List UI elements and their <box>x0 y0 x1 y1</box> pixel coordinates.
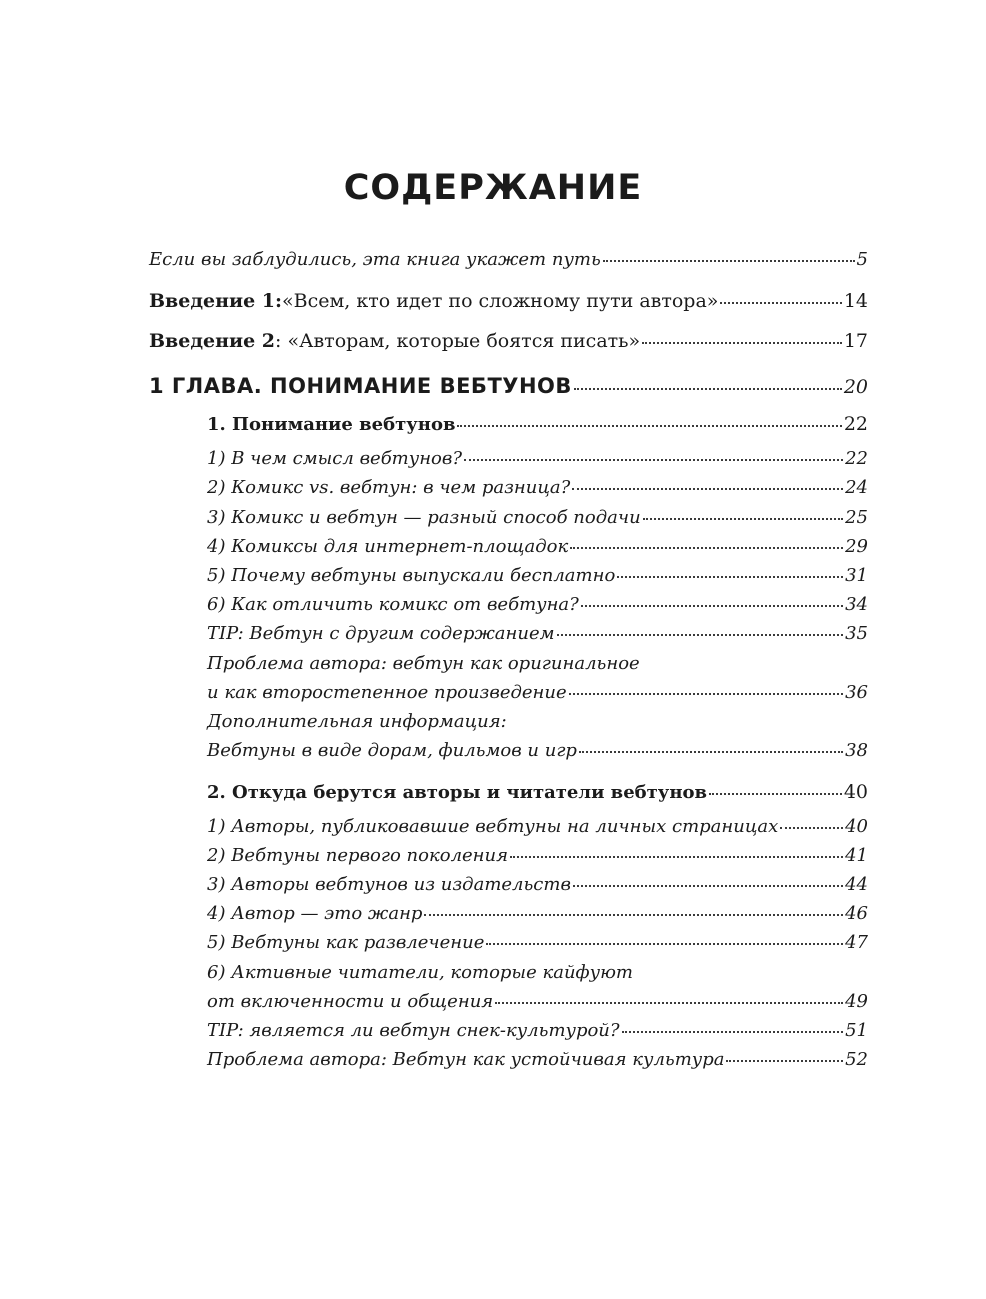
page-number: 22 <box>843 413 868 435</box>
toc-entry-label: 3) Комикс и вебтун — разный способ подачи <box>207 507 641 528</box>
page-number: 36 <box>845 682 868 703</box>
page-number: 20 <box>843 376 868 398</box>
toc-entry[interactable] <box>207 1020 868 1041</box>
toc-entry-label: «Всем, кто идет по сложному пути автора» <box>282 290 719 312</box>
dot-leader <box>457 425 841 427</box>
page-number: 34 <box>845 594 868 615</box>
toc-entry-label: Вебтуны в виде дорам, фильмов и игр <box>207 740 577 761</box>
toc-entry[interactable] <box>207 536 868 557</box>
toc-entry-label: 4) Автор — это жанр <box>207 903 423 924</box>
page-number: 29 <box>845 536 868 557</box>
toc-entry-label: : «Авторам, которые боятся писать» <box>275 330 641 352</box>
toc-entry[interactable] <box>207 740 868 761</box>
toc-entry-label: 5) Почему вебтуны выпускали бесплатно <box>207 565 616 586</box>
section-title: 2. Откуда берутся авторы и читатели вебтунов <box>207 782 708 803</box>
toc-entry-label: 3) Авторы вебтунов из издательств <box>207 874 571 895</box>
toc-entry-intro-1[interactable] <box>149 290 868 312</box>
toc-entry[interactable] <box>207 477 868 498</box>
dot-leader <box>617 576 843 578</box>
page-number: 44 <box>845 874 868 895</box>
dot-leader <box>424 914 843 916</box>
dot-leader <box>603 260 855 262</box>
toc-entry-label-bold: Введение 1: <box>149 290 283 312</box>
page-number: 38 <box>845 740 868 761</box>
toc-entry[interactable] <box>207 991 868 1012</box>
toc-entry[interactable] <box>207 845 868 866</box>
toc-entry[interactable] <box>207 507 868 528</box>
toc-entry[interactable] <box>207 1049 868 1070</box>
chapter-title: 1 ГЛАВА. ПОНИМАНИЕ ВЕБТУНОВ <box>149 374 572 398</box>
page-number: 40 <box>845 816 868 837</box>
toc-entry[interactable] <box>207 623 868 644</box>
toc-entry-label: 4) Комиксы для интернет-площадок <box>207 536 569 557</box>
toc-entry-label: TIP: является ли вебтун снек-культурой? <box>207 1020 620 1041</box>
dot-leader <box>486 943 843 945</box>
toc-entry-label: 2) Комикс vs. вебтун: в чем разница? <box>207 477 571 498</box>
page-number: 52 <box>845 1049 868 1070</box>
dot-leader <box>464 459 843 461</box>
dot-leader <box>573 885 843 887</box>
page-number: 14 <box>843 290 868 312</box>
toc-entry-label: TIP: Вебтун с другим содержанием <box>207 623 555 644</box>
page-number: 35 <box>845 623 868 644</box>
toc-entry[interactable] <box>207 816 868 837</box>
toc-entry-label: и как второстепенное произведение <box>207 682 567 703</box>
toc-entry-label-bold: Введение 2 <box>149 330 276 352</box>
toc-entry-label: от включенности и общения <box>207 991 494 1012</box>
page-title: СОДЕРЖАНИЕ <box>343 168 643 208</box>
toc-entry[interactable] <box>207 874 868 895</box>
toc-entry-label-line1[interactable]: Дополнительная информация: <box>207 711 507 732</box>
toc-entry-label: 1) В чем смысл вебтунов? <box>207 448 463 469</box>
page-number: 31 <box>845 565 868 586</box>
dot-leader <box>726 1060 843 1062</box>
dot-leader <box>557 634 844 636</box>
dot-leader <box>570 547 843 549</box>
page-number: 17 <box>843 330 868 352</box>
page-number: 5 <box>856 249 868 270</box>
dot-leader <box>574 388 842 390</box>
toc-entry-label-line1[interactable]: Проблема автора: вебтун как оригинальное <box>207 653 640 674</box>
toc-entry[interactable] <box>207 903 868 924</box>
dot-leader <box>581 605 843 607</box>
toc-entry-label: 5) Вебтуны как развлечение <box>207 932 485 953</box>
toc-entry-label: 6) Как отличить комикс от вебтуна? <box>207 594 579 615</box>
toc-entry[interactable] <box>207 448 868 469</box>
dot-leader <box>709 793 842 795</box>
dot-leader <box>642 342 842 344</box>
page-number: 40 <box>843 781 868 803</box>
dot-leader <box>510 856 843 858</box>
dot-leader <box>622 1031 844 1033</box>
toc-entry-intro-2[interactable] <box>149 330 868 352</box>
toc-entry[interactable] <box>207 594 868 615</box>
page-number: 22 <box>845 448 868 469</box>
toc-entry[interactable] <box>207 932 868 953</box>
page-number: 47 <box>845 932 868 953</box>
dot-leader <box>643 518 843 520</box>
page-number: 24 <box>845 477 868 498</box>
page-number: 46 <box>845 903 868 924</box>
toc-entry-label: Проблема автора: Вебтун как устойчивая культура <box>207 1049 725 1070</box>
dot-leader <box>572 488 843 490</box>
dot-leader <box>579 751 843 753</box>
dot-leader <box>495 1002 843 1004</box>
toc-entry-label: 1) Авторы, публиковавшие вебтуны на личных страницах <box>207 816 779 837</box>
page-number: 41 <box>845 845 868 866</box>
page-number: 49 <box>845 991 868 1012</box>
toc-section-2[interactable] <box>207 781 868 803</box>
toc-entry-intro[interactable] <box>149 249 868 270</box>
toc-entry-label: 2) Вебтуны первого поколения <box>207 845 509 866</box>
toc-entry-label-line1[interactable]: 6) Активные читатели, которые кайфуют <box>207 962 633 983</box>
toc-entry[interactable] <box>207 565 868 586</box>
toc-entry[interactable] <box>207 682 868 703</box>
page-number: 51 <box>845 1020 868 1041</box>
dot-leader <box>569 693 843 695</box>
toc-section-1[interactable] <box>207 413 868 435</box>
page-number: 25 <box>845 507 868 528</box>
toc-entry-label: Если вы заблудились, эта книга укажет путь <box>149 249 601 270</box>
section-title: 1. Понимание вебтунов <box>207 414 456 435</box>
dot-leader <box>720 302 841 304</box>
dot-leader <box>780 827 843 829</box>
toc-chapter-1[interactable] <box>149 374 868 398</box>
